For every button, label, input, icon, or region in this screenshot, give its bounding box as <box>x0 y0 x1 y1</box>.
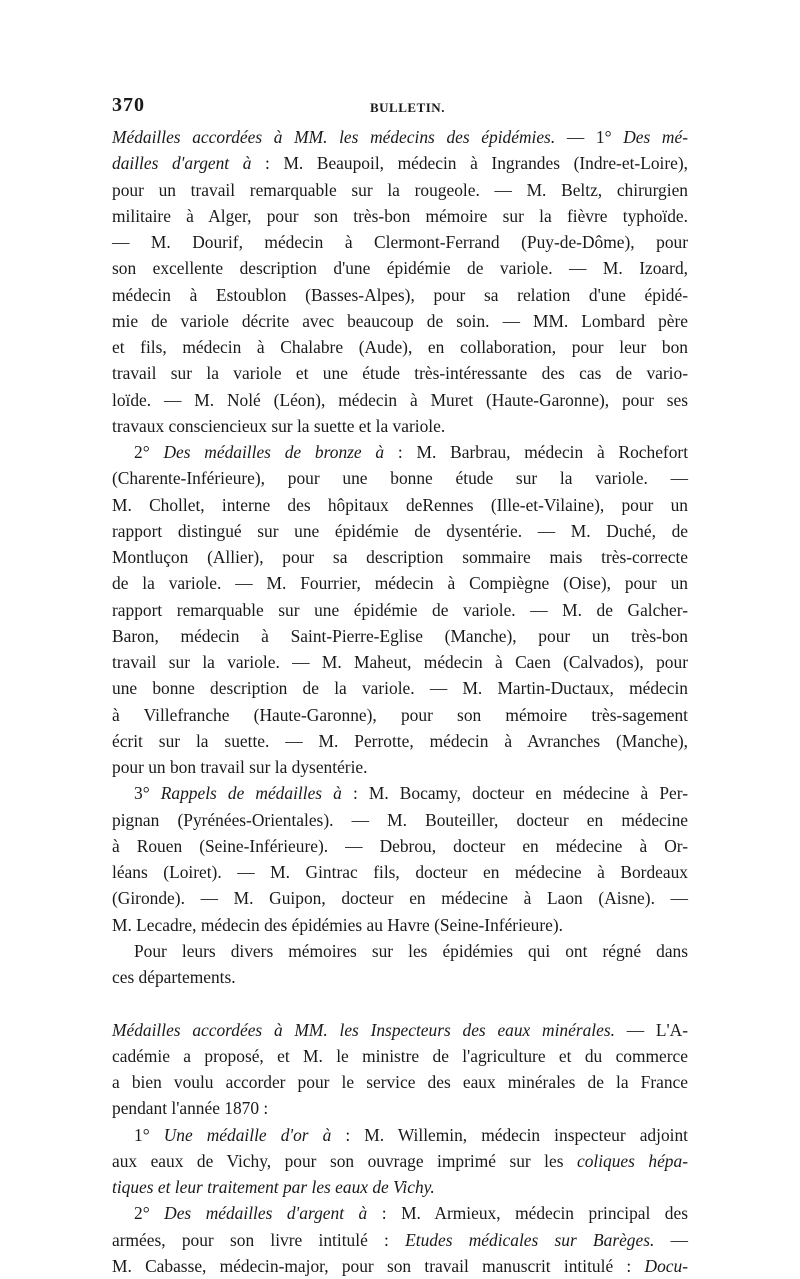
text-line <box>112 1200 688 1226</box>
text-segment: : M. Armieux, médecin principal des <box>367 1203 688 1224</box>
text-line <box>112 912 688 938</box>
text-line <box>112 229 688 255</box>
text-segment: médecin à Estoublon (Basses-Alpes), pour sa relation d'une épidé- <box>112 284 688 305</box>
text-line <box>112 990 688 1016</box>
text-line <box>112 623 688 649</box>
text-segment: M. Lecadre, médecin des épidémies au Havre (Seine-Inférieure). <box>112 914 563 935</box>
italic-segment: tiques et leur traitement par les eaux de Vichy. <box>112 1177 435 1197</box>
text-line <box>112 833 688 859</box>
text-line <box>112 675 688 701</box>
text-line <box>112 1122 688 1148</box>
text-segment: cadémie a proposé, et M. le ministre de l'agriculture et du commerce <box>112 1045 688 1066</box>
text-segment: et fils, médecin à Chalabre (Aude), en collaboration, pour leur bon <box>112 337 688 357</box>
text-line <box>112 387 688 413</box>
text-line <box>112 1253 688 1279</box>
text-segment: rapport distingué sur une épidémie de dysentérie. — M. Duché, de <box>112 520 688 541</box>
text-line <box>112 885 688 911</box>
text-line <box>112 702 688 728</box>
page-number: 370 <box>112 94 145 116</box>
text-line <box>112 1017 688 1043</box>
italic-segment: Rappels de médailles à <box>160 783 342 804</box>
text-segment: rapport remarquable sur une épidémie de variole. — M. de Galcher- <box>112 599 688 620</box>
text-segment: : M. Beaupoil, médecin à Ingrandes (Indre-et-Loire), <box>251 153 688 174</box>
text-line <box>112 518 688 544</box>
text-line <box>112 1069 688 1095</box>
text-line <box>112 203 688 229</box>
text-line <box>112 938 688 964</box>
text-line <box>112 439 688 465</box>
text-segment: une bonne description de la variole. — M. Martin-Ductaux, médecin <box>112 678 688 699</box>
text-segment: — L'A- <box>614 1019 688 1040</box>
text-segment: mie de variole décrite avec beaucoup de soin. — MM. Lombard père <box>112 310 688 331</box>
text-line <box>112 754 688 780</box>
italic-segment: Médailles accordées à MM. les médecins des épidémies. <box>112 127 556 147</box>
italic-segment: Médailles accordées à MM. les Inspecteurs des eaux minérales. <box>112 1019 615 1040</box>
text-segment: 2° <box>134 442 164 462</box>
text-segment: travail sur la variole. — M. Maheut, médecin à Caen (Calvados), pour <box>112 652 688 672</box>
text-segment: travaux consciencieux sur la suette et la variole. <box>112 415 446 436</box>
text-segment: léans (Loiret). — M. Gintrac fils, docteur en médecine à Bordeaux <box>112 862 688 882</box>
italic-segment: Des médailles de bronze à <box>163 442 385 462</box>
text-line <box>112 597 688 623</box>
text-segment: son excellente description d'une épidémie de variole. — M. Izoard, <box>112 258 688 279</box>
text-line <box>112 282 688 308</box>
text-segment: pour un bon travail sur la dysentérie. <box>112 757 368 777</box>
text-segment: à Rouen (Seine-Inférieure). — Debrou, docteur en médecine à Or- <box>112 835 688 856</box>
text-line <box>112 1043 688 1069</box>
italic-segment: Des médailles d'argent à <box>164 1203 368 1224</box>
text-segment: M. Chollet, interne des hôpitaux deRennes (Ille-et-Vilaine), pour un <box>112 494 688 515</box>
text-segment: armées, pour son livre intitulé : <box>112 1229 406 1250</box>
text-segment: : M. Bocamy, docteur en médecine à Per- <box>341 783 689 804</box>
text-segment: pignan (Pyrénées-Orientales). — M. Bouteiller, docteur en médecine <box>112 809 688 830</box>
text-line <box>112 544 688 570</box>
text-segment: militaire à Alger, pour son très-bon mémoire sur la fièvre typhoïde. <box>112 205 688 226</box>
text-line <box>112 150 688 176</box>
text-segment: pendant l'année 1870 : <box>112 1098 269 1119</box>
text-line <box>112 255 688 281</box>
italic-segment: Des mé- <box>623 127 688 147</box>
text-line <box>112 728 688 754</box>
text-segment: : M. Willemin, médecin inspecteur adjoint <box>331 1124 689 1145</box>
text-line <box>112 124 688 150</box>
text-segment: — M. Dourif, médecin à Clermont-Ferrand (Puy-de-Dôme), pour <box>112 232 688 252</box>
text-segment: Baron, médecin à Saint-Pierre-Eglise (Manche), pour un très-bon <box>112 625 688 646</box>
text-segment: 3° <box>134 783 161 804</box>
text-segment: à Villefranche (Haute-Garonne), pour son mémoire très-sagement <box>112 704 688 725</box>
text-line <box>112 492 688 518</box>
italic-segment: coliques hépa- <box>576 1150 688 1171</box>
text-segment: loïde. — M. Nolé (Léon), médecin à Muret (Haute-Garonne), pour ses <box>112 389 688 410</box>
body-text <box>112 124 688 1279</box>
text-line <box>112 308 688 334</box>
text-line <box>112 1148 688 1174</box>
text-segment: de la variole. — M. Fourrier, médecin à Compiègne (Oise), pour un <box>112 573 688 594</box>
text-segment: Pour leurs divers mémoires sur les épidémies qui ont régné dans <box>134 940 688 961</box>
text-segment: aux eaux de Vichy, pour son ouvrage imprimé sur les <box>112 1150 577 1171</box>
italic-segment: dailles d'argent à <box>112 153 252 174</box>
text-line <box>112 964 688 990</box>
text-segment: écrit sur la suette. — M. Perrotte, médecin à Avranches (Manche), <box>112 730 688 751</box>
text-segment: 2° <box>134 1203 165 1224</box>
text-line <box>112 465 688 491</box>
text-segment: M. Cabasse, médecin-major, pour son travail manuscrit intitulé : <box>112 1255 645 1276</box>
text-segment: 1° <box>134 1124 164 1145</box>
italic-segment: Une médaille d'or à <box>163 1124 332 1145</box>
running-head: BULLETIN. <box>370 100 445 115</box>
text-line <box>112 1227 688 1253</box>
italic-segment: Etudes médicales sur Barèges. <box>405 1229 655 1250</box>
text-line <box>112 807 688 833</box>
text-line <box>112 177 688 203</box>
text-line <box>112 570 688 596</box>
text-segment: — 1° <box>555 127 624 147</box>
italic-segment: Docu- <box>644 1255 688 1276</box>
text-line <box>112 1095 688 1121</box>
text-line <box>112 413 688 439</box>
text-line <box>112 649 688 675</box>
text-line <box>112 334 688 360</box>
text-segment: ces départements. <box>112 967 236 987</box>
text-segment: : M. Barbrau, médecin à Rochefort <box>384 442 689 462</box>
page-header <box>112 94 688 124</box>
text-segment: pour un travail remarquable sur la rougeole. — M. Beltz, chirurgien <box>112 179 688 200</box>
text-line <box>112 1174 688 1200</box>
text-segment: a bien voulu accorder pour le service des eaux minérales de la France <box>112 1072 688 1092</box>
text-segment: (Charente-Inférieure), pour une bonne étude sur la variole. — <box>112 468 688 489</box>
text-segment: travail sur la variole et une étude très-intéressante des cas de vario- <box>112 363 688 384</box>
text-line <box>112 780 688 806</box>
text-segment: Montluçon (Allier), pour sa description sommaire mais très-correcte <box>112 547 688 567</box>
text-line <box>112 360 688 386</box>
text-segment: (Gironde). — M. Guipon, docteur en médecine à Laon (Aisne). — <box>112 888 688 909</box>
text-segment: — <box>654 1229 688 1250</box>
text-line <box>112 859 688 885</box>
